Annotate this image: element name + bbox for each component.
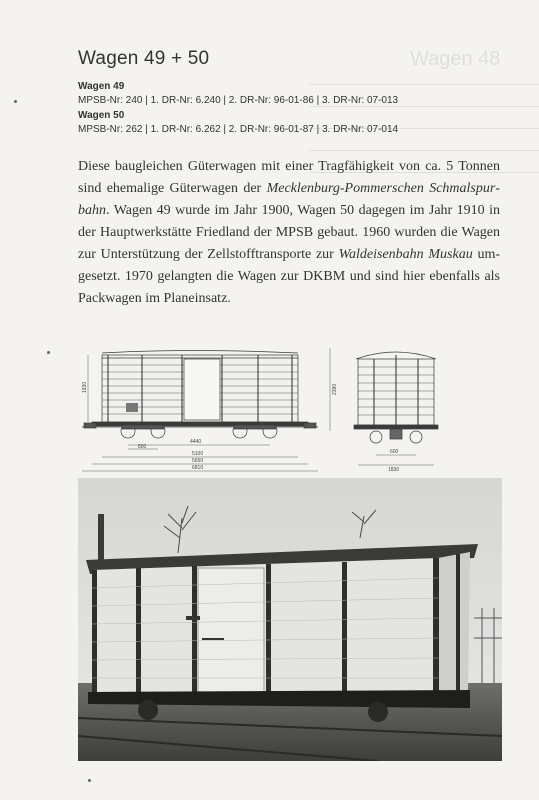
bleed-line (310, 84, 539, 85)
body-text-part: umgesetzt. 1970 gelangten die Wagen zur DKBM und sind hier ebenfalls als Packwagen im Planeinsatz. (78, 247, 501, 306)
dim-bogie-span: 5100 (192, 451, 204, 457)
door-latch (202, 638, 224, 640)
wagon-49-heading: Wagen 49 (78, 81, 125, 92)
technical-drawing (78, 345, 502, 475)
door-handle (186, 616, 200, 620)
dim-end-width: 1830 (388, 467, 400, 473)
wagon-49-numbers: MPSB-Nr: 240 | 1. DR-Nr: 6.240 | 2. DR-Nr: 96-01-86 | 3. DR-Nr: 07-013 (78, 95, 399, 106)
end-underframe (354, 425, 438, 429)
wagon (86, 544, 478, 722)
wagon-end (438, 552, 470, 700)
label-plate (126, 403, 138, 412)
body-text-part: Diese baugleichen Güterwagen mit einer Tragfähigkeit von ca. 5 Tonnen sind ehemalige Güterwagen der (78, 159, 500, 196)
body-text-part: . Wagen 49 wurde im Jahr 1900, Wagen 50 dagegen im Jahr 1910 in der Hauptwerkstätte Friedland der MPSB gebaut. 1960 wurden die Wagen zur Unterstützung der Zellstofftransporte zur (78, 203, 500, 262)
wheelset-left (121, 424, 165, 438)
scan-speck (14, 100, 17, 103)
dim-overall-length: 6810 (192, 465, 204, 471)
scan-speck (47, 351, 50, 354)
dim-end-axle: 600 (390, 449, 399, 455)
wheel-rear (368, 702, 388, 722)
wagon-door (198, 568, 264, 692)
body-paragraph (78, 156, 500, 310)
bleed-line (310, 150, 539, 151)
end-dimension-labels (388, 449, 399, 473)
roof-line (102, 351, 298, 354)
buffer-left (84, 423, 96, 428)
dim-axle-spacing: 4440 (190, 439, 202, 445)
body-text-italic: Mecklenburg-Pommerschen Schmalspurbahn (78, 181, 501, 218)
dim-wheelbase: 800 (138, 444, 147, 450)
wagon-photograph (78, 478, 502, 761)
side-view (82, 348, 330, 471)
body-text-italic: Waldeisenbahn Muskau (338, 247, 473, 262)
wagon-50-numbers: MPSB-Nr: 262 | 1. DR-Nr: 6.262 | 2. DR-Nr: 96-01-87 | 3. DR-Nr: 07-014 (78, 124, 399, 135)
buffer-right (304, 423, 316, 428)
wagon-50-heading: Wagen 50 (78, 110, 125, 121)
dim-frame-length: 5650 (192, 458, 204, 464)
end-wheel-right (410, 431, 422, 443)
scan-speck (88, 779, 91, 782)
end-coupler (390, 429, 402, 439)
dim-height-left: 1930 (82, 381, 88, 393)
wheelset-right (233, 424, 277, 438)
sliding-door (184, 359, 220, 420)
page-title: Wagen 49 + 50 (78, 48, 210, 69)
end-wheel-left (370, 431, 382, 443)
wheel-front (138, 700, 158, 720)
bleed-through-title: Wagen 48 (410, 48, 501, 70)
dim-height-right: 2380 (332, 383, 338, 395)
